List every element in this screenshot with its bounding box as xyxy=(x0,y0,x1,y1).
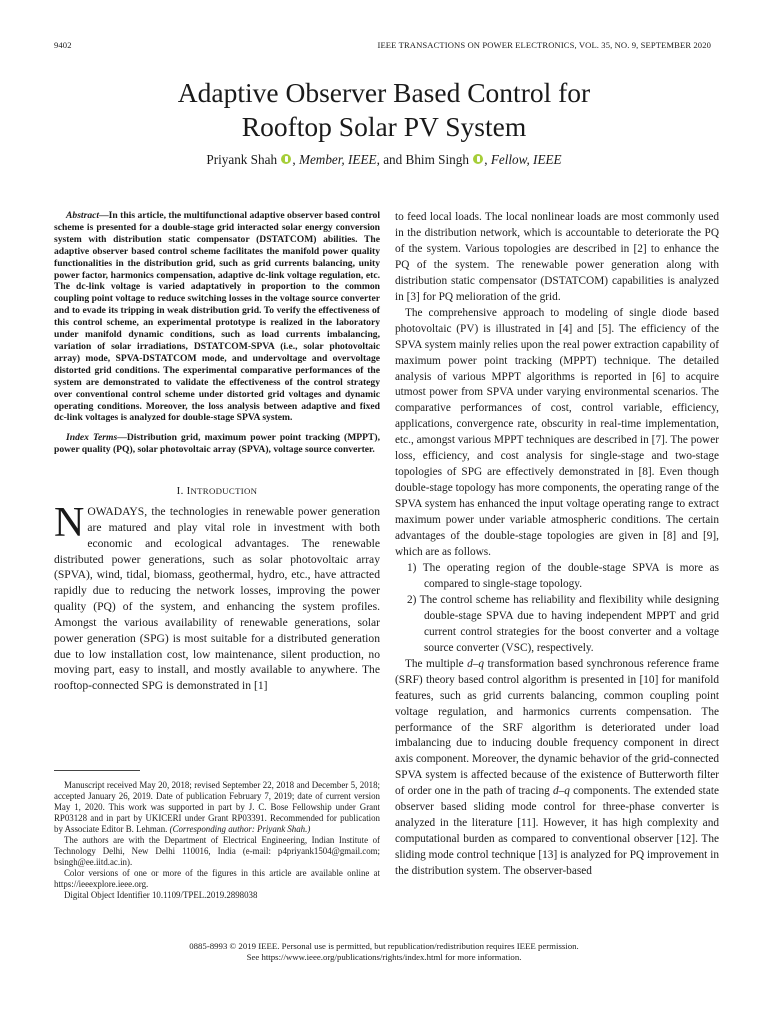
paragraph xyxy=(395,657,719,880)
orcid-icon[interactable] xyxy=(473,154,483,164)
paper-title xyxy=(0,76,768,144)
left-column xyxy=(54,210,380,694)
index-terms-label: Index Terms xyxy=(66,432,118,444)
paragraph: to feed local loads. The local nonlinear loads are most commonly used in the distribution network, which is accountable to deteriorate the PQ of the system. Various topologies are described in [2] to enhance the PQ of the system. The renewable power generation along with distribution static compensator (DSTATCOM) capabilities is analyzed in [3] for PQ melioration of the grid. xyxy=(395,211,719,303)
author-1: Priyank Shah xyxy=(206,152,278,167)
abstract-label: Abstract xyxy=(66,210,100,221)
journal-header: IEEE TRANSACTIONS ON POWER ELECTRONICS, VOL. 35, NO. 9, SEPTEMBER 2020 xyxy=(377,40,711,50)
section-heading xyxy=(54,484,380,500)
orcid-icon[interactable] xyxy=(281,154,291,164)
list-item: 1) The operating region of the double-stage SPVA is more as compared to single-stage topology. xyxy=(407,561,719,590)
footnote-text: Manuscript received May 20, 2018; revised September 22, 2018 and December 5, 2018; accepted January 26, 2019. Date of publication February 7, 2019; date of current version May 1, 2020. This work was supported in part by J. C. Bose Fellowship under Grant RP03128 and in part by UKICERI under Grant RP03391. Recommended for publication by Associate Editor B. Lehman. xyxy=(54,780,380,835)
footnote-manuscript xyxy=(54,780,380,835)
copyright-line-1: 0885-8993 © 2019 IEEE. Personal use is permitted, but republication/redistribution requires IEEE permission. xyxy=(189,941,579,951)
list-item: 2) The control scheme has reliability and flexibility while designing double-stage SPVA due to having independent MPPT and grid current control strategies for the boost converter and a voltage source converter (VSC), respectively. xyxy=(407,593,719,654)
footnote-affiliation: The authors are with the Department of Electrical Engineering, Indian Institute of Technology Delhi, New Delhi 110016, India (e-mail: p4priyank1504@gmail.com; bsingh@ee.iitd.ac.in). xyxy=(54,835,380,868)
footnote-color: Color versions of one or more of the figures in this article are available online at https://ieeexplore.ieee.org. xyxy=(54,868,380,890)
index-terms xyxy=(54,432,380,456)
section-title-rest: NTRODUCTION xyxy=(190,486,258,497)
paragraph-text: components. The extended state observer based sliding mode control for three-phase converter is analyzed in the literature [11]. However, it has high complexity and computational burden as compared to conventional observer [12]. The sliding mode control technique [13] is analyzed for PQ improvement in the distribution system. The observer-based xyxy=(395,785,719,878)
intro-text: the technologies in renewable power generation are matured and play vital role in investment with both economic and ecological advantages. The renewable distributed power generations, such as solar photovoltaic array (SPVA), wind, tidal, biomass, geothermal, hydro, etc., have attracted rapidly due to reducing the network losses, improving the power quality (PQ) of the system, and enhancing the system profiles. Amongst the various availability of renewable generations, solar power generation (SPG) is most suitable for a distributed generation due to low installation cost, low maintenance, silent production, no moving part, easy to install, and mostly available to anywhere. The rooftop-connected SPG is demonstrated in [1] xyxy=(54,505,380,693)
author-2: , and Bhim Singh xyxy=(376,152,469,167)
author-line: Priyank Shah , Member, IEEE, and Bhim Singh , Fellow, IEEE xyxy=(206,152,562,167)
author-2-role: Fellow, IEEE xyxy=(490,152,562,167)
dq-symbol: d–q xyxy=(467,657,485,670)
copyright-line-2: See https://www.ieee.org/publications/rights/index.html for more information. xyxy=(246,952,522,962)
footnote-doi: Digital Object Identifier 10.1109/TPEL.2019.2898038 xyxy=(64,890,258,901)
corresponding-author: (Corresponding author: Priyank Shah.) xyxy=(169,824,311,835)
intro-first-word: OWADAYS, xyxy=(87,505,148,519)
index-terms-text: —Distribution grid, maximum power point tracking (MPPT), power quality (PQ), solar photovoltaic array (SPVA), voltage source converter. xyxy=(54,432,380,456)
page-number: 9402 xyxy=(54,40,72,50)
intro-paragraph xyxy=(54,500,380,694)
paragraph-text: The multiple xyxy=(405,657,468,670)
section-numeral: I. xyxy=(176,485,184,498)
paragraph-text: transformation based synchronous reference frame (SRF) theory based control algorithm is presented in [10] for manifold features, such as grid currents balancing, common coupling point voltage regulation, and harmonics currents compensation. The performance of the SRF algorithm is deteriorated under load imbalancing due to inducing double frequency component in direct axis component. Moreover, the dynamic behavior of the grid-connected SPVA system is affected because of the existence of Butterworth filter of order one in the path of tracing xyxy=(395,657,719,798)
dq-symbol: d–q xyxy=(552,785,570,798)
paragraph: The comprehensive approach to modeling of single diode based photovoltaic (PV) is illustrated in [4] and [5]. The efficiency of the SPVA system mainly relies upon the real power extraction capability of maximum power point tracking (MPPT) technique. The detailed analysis of various MPPT algorithms is reported in [6] to acquire utmost power from SPVA under varying environmental scenarios. The comparative performances of cost, control variable, efficiency, applications, convergence rate, obscurity in real-time implementation, etc., amongst various MPPT techniques are described in [7]. The power loss, efficiency, and cost analysis for single-stage and two-stage topologies of SPG are effectively demonstrated in [8]. Even though double-stage topology has more components, the operating range of the SPVA system has enhanced the input voltage operating range to extract maximum power under variable atmospheric conditions. The certain advantages of the double-stage topologies are given in [8] and [9], which are as follows. xyxy=(395,306,719,559)
author-1-role: Member, IEEE xyxy=(298,152,377,167)
abstract xyxy=(54,210,380,424)
title-line-2: Rooftop Solar PV System xyxy=(241,111,527,142)
drop-cap: N xyxy=(54,500,85,547)
title-line-1: Adaptive Observer Based Control for xyxy=(177,77,591,108)
right-column xyxy=(395,210,719,880)
copyright-notice xyxy=(0,941,768,963)
abstract-text: —In this article, the multifunctional adaptive observer based control scheme is presented for a double-stage grid interacted solar energy conversion system with distribution static compensator (DSTATCOM) abilities. The adaptive observer based control scheme facilitates the manifold power quality functionalities in the distribution grid, such as grid currents balancing, unity power factor, harmonics compensation, adaptive dc-link voltage regulation, etc. The dc-link voltage is varied adaptatively in proportion to the common coupling point voltage to reduce switching losses in the voltage source converter and to evade its tripping in weak distribution grid. To verify the effectiveness of this control scheme, an experimental prototype is realized in the laboratory under manifold dynamic conditions, such as load currents imbalancing, variation of solar irradiations, DSTATCOM-SPVA (i.e., solar photovoltaic array) mode, SPVA-DSTATCOM mode, and undervoltage and overvoltage distorted grid conditions. The experimental comparative performances of the system are demonstrated to validate the effectiveness of the control strategy over conventional control scheme under distorted grid voltages and dynamic operating conditions. Moreover, the loss analysis between adaptive and fixed dc-link voltages is analyzed for double-stage SPVA system. xyxy=(54,210,380,424)
section-title-cap: I xyxy=(186,485,191,498)
footnotes xyxy=(54,780,380,902)
